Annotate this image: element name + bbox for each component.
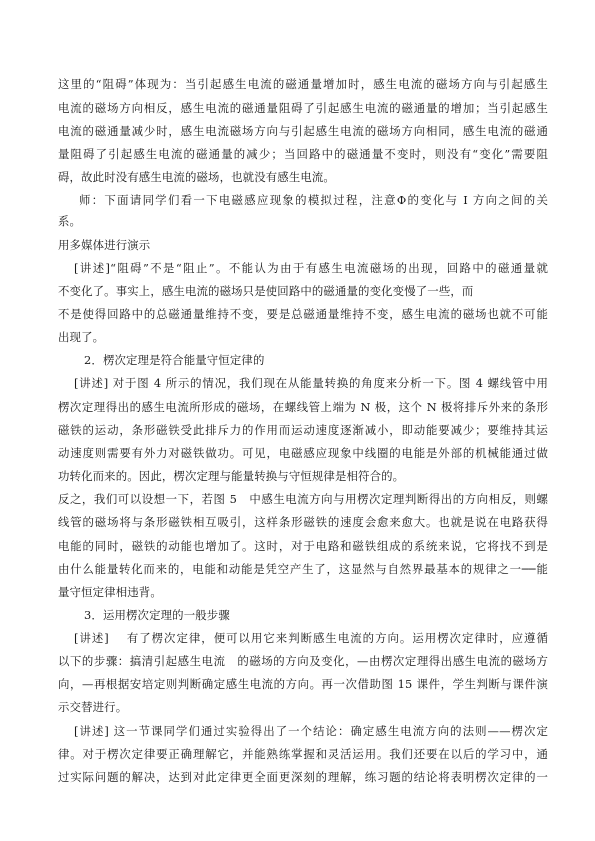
- text-line: 由什么能量转化而来的，电能和动能是凭空产生了，这显然与自然界最基本的规律之一──能: [58, 562, 548, 576]
- text-line: 不是使得回路中的总磁通量维持不变，要是总磁通量维持不变，感生电流的磁场也就不可能: [58, 307, 548, 321]
- text-line: 线管的磁场将与条形磁铁相互吸引，这样条形磁铁的速度会愈来愈大。也就是说在电路获得: [58, 515, 548, 529]
- text-line: 反之，我们可以设想一下，若图 5 中感生电流方向与用楞次定理判断得出的方向相反，则螺: [58, 492, 548, 506]
- text-line: 电流的磁通量减少时，感生电流磁场方向与引起感生电流的磁场方向相同，感生电流的磁通: [58, 124, 548, 138]
- text-line: [讲述] 有了楞次定律，便可以用它来判断感生电流的方向。运用楞次定律时，应遵循: [74, 631, 548, 645]
- text-line: 出现了。: [58, 330, 105, 344]
- text-line: 向，—再根据安培定则判断确定感生电流的方向。再一次借助图 15 课件，学生判断与课件演: [58, 677, 548, 691]
- section-heading: 3．运用楞次定理的一般步骤: [84, 608, 230, 622]
- text-line: 量阻碍了引起感生电流的磁通量的减少；当回路中的磁通量不变时，则没有“变化”需要阻: [58, 147, 548, 161]
- text-line: 楞次定理得出的感生电流所形成的磁场，在螺线管上端为 N 极，这个 N 极将排斥外来的条形: [58, 400, 548, 414]
- text-line: 动速度则需要有外力对磁铁做功。可见，电磁感应现象中线圈的电能是外部的机械能通过做: [58, 446, 548, 460]
- text-line: 这里的“阻碍”体现为：当引起感生电流的磁通量增加时，感生电流的磁场方向与引起感生: [58, 77, 548, 91]
- text-line: 电流的磁场方向相反，感生电流的磁通量阻碍了引起感生电流的磁通量的增加；当引起感生: [58, 101, 548, 115]
- text-line: 磁铁的运动，条形磁铁受此排斥力的作用而运动速度逐渐减小，即动能要减少；要维持其运: [58, 423, 548, 437]
- text-line: 电能的同时，磁铁的动能也增加了。这时，对于电路和磁铁组成的系统来说，它将找不到是: [58, 539, 548, 553]
- text-line: 律。对于楞次定律要正确理解它，并能熟练掌握和灵活运用。我们还要在以后的学习中，通: [58, 747, 548, 761]
- text-line: [讲述] 对于图 4 所示的情况，我们现在从能量转换的角度来分析一下。图 4 螺线管中用: [74, 376, 548, 390]
- text-line: 量守恒定律相违背。: [58, 585, 162, 599]
- text-line: [讲述]“阻碍”不是“阻止”。不能认为由于有感生电流磁场的出现，回路中的磁通量就: [74, 261, 548, 275]
- text-line: 碍，故此时没有感生电流的磁场，也就没有感生电流。: [58, 170, 335, 184]
- text-line: 以下的步骤：搞清引起感生电流 的磁场的方向及变化，—由楞次定理得出感生电流的磁场方: [58, 654, 548, 668]
- text-line: 师：下面请同学们看一下电磁感应现象的模拟过程，注意Φ的变化与 I 方向之间的关: [79, 193, 548, 207]
- text-line: 功转化而来的。因此，楞次定理与能量转换与守恒规律是相符合的。: [58, 469, 405, 483]
- text-line: [讲述] 这一节课同学们通过实验得出了一个结论：确定感生电流方向的法则——楞次定: [74, 724, 548, 738]
- text-line: 不变化了。事实上，感生电流的磁场只是使回路中的磁通量的变化变慢了一些，而: [58, 284, 474, 298]
- text-line: 示交替进行。: [58, 700, 128, 714]
- text-line: 系。: [58, 214, 82, 228]
- section-heading: 2．楞次定理是符合能量守恒定律的: [84, 353, 265, 367]
- text-line: 过实际问题的解决，达到对此定律更全面更深刻的理解，练习题的结论将表明楞次定律的一: [58, 770, 548, 784]
- text-line: 用多媒体进行演示: [58, 238, 151, 252]
